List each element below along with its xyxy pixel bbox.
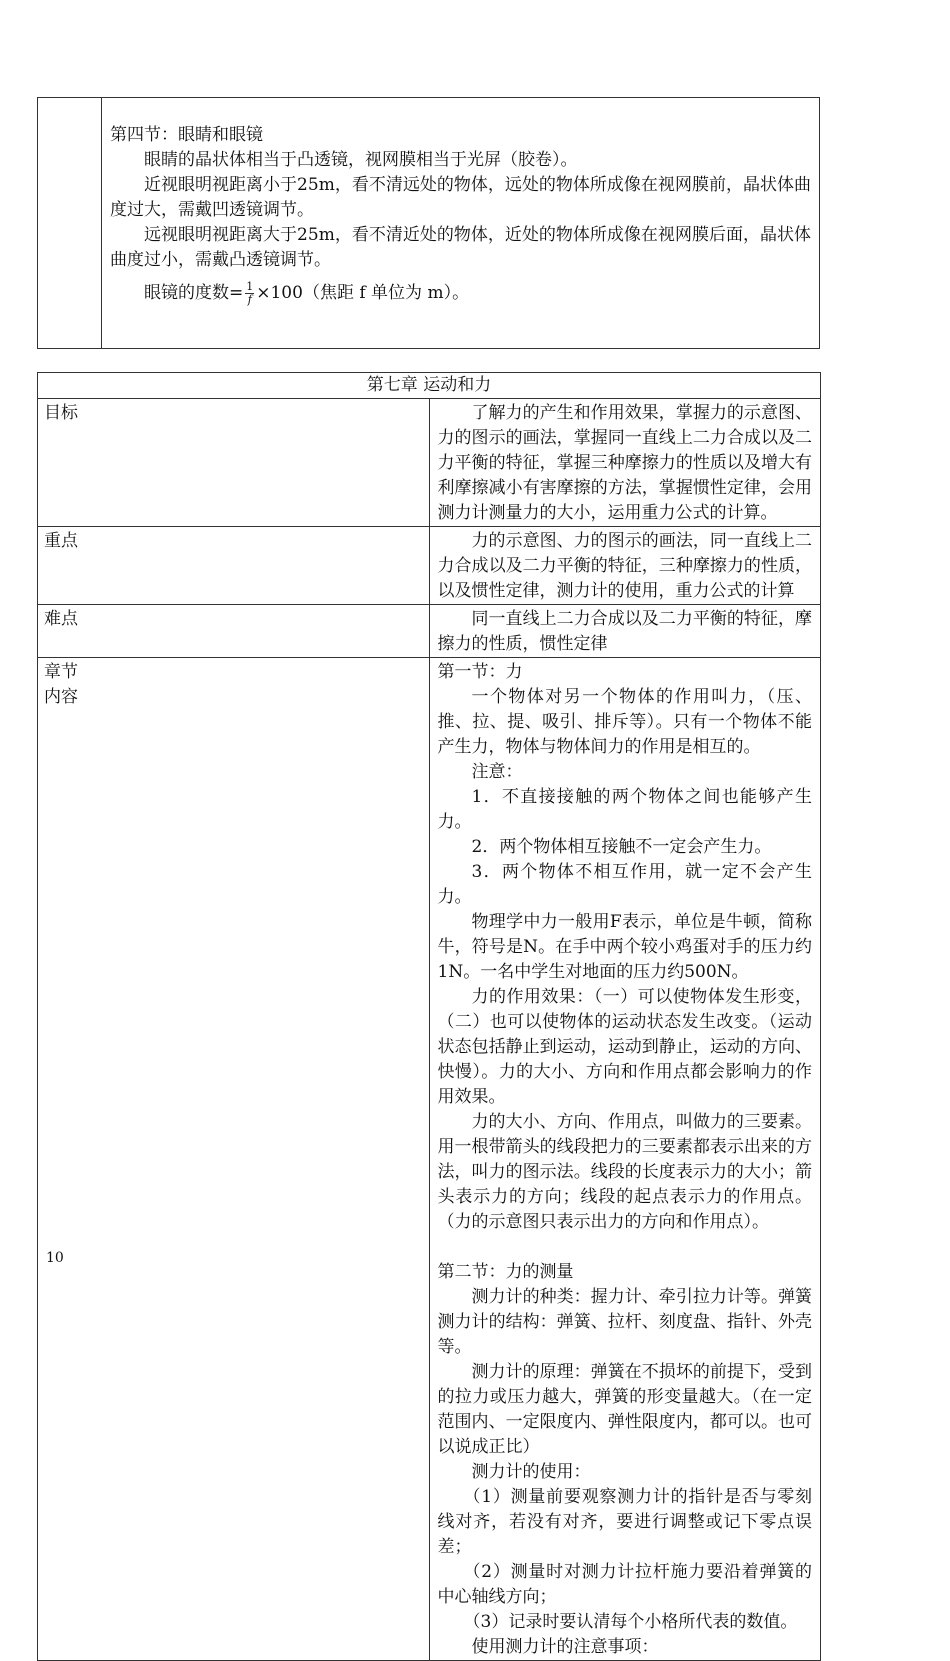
page-number: 10 bbox=[46, 1250, 64, 1266]
chapter-seven-table bbox=[37, 372, 821, 1661]
goal-text: 了解力的产生和作用效果，掌握力的示意图、力的图示的画法，掌握同一直线上二力合成以及二力平衡的特征，掌握三种摩擦力的性质以及增大有利摩擦减小有害摩擦的方法，掌握惯性定律，会用测力计测量力的大小，运用重力公式的计算。 bbox=[429, 399, 821, 527]
list-item: 3．两个物体不相互作用，就一定不会产生力。 bbox=[437, 862, 812, 907]
paragraph: 眼睛的晶状体相当于凸透镜，视网膜相当于光屏（胶卷）。 bbox=[144, 150, 578, 170]
label-cell-empty bbox=[38, 98, 102, 349]
difficulty-label: 难点 bbox=[38, 605, 430, 658]
paragraph: 近视眼明视距离小于25m，看不清远处的物体，远处的物体所成像在视网膜前，晶状体曲度过大，需戴凹透镜调节。 bbox=[110, 175, 811, 220]
difficulty-text: 同一直线上二力合成以及二力平衡的特征，摩擦力的性质，惯性定律 bbox=[429, 605, 821, 658]
paragraph: 物理学中力一般用F表示，单位是牛顿，简称牛，符号是N。在手中两个较小鸡蛋对手的压力约1N。一名中学生对地面的压力约500N。 bbox=[437, 912, 812, 982]
section-title: 第四节：眼睛和眼镜 bbox=[110, 125, 263, 145]
paragraph: 力的大小、方向、作用点，叫做力的三要素。用一根带箭头的线段把力的三要素都表示出来的方法，叫力的图示法。线段的长度表示力的大小；箭头表示力的方向；线段的起点表示力的作用点。（力的示意图只表示出力的方向和作用点）。 bbox=[437, 1112, 812, 1232]
list-item: 1．不直接接触的两个物体之间也能够产生力。 bbox=[437, 787, 812, 832]
key-text: 力的示意图、力的图示的画法，同一直线上二力合成以及二力平衡的特征，三种摩擦力的性质，以及惯性定律，测力计的使用，重力公式的计算 bbox=[429, 527, 821, 605]
paragraph: 测力计的种类：握力计、牵引拉力计等。弹簧测力计的结构：弹簧、拉杆、刻度盘、指针、外壳等。 bbox=[437, 1287, 812, 1357]
paragraph: 远视眼明视距离大于25m，看不清近处的物体，近处的物体所成像在视网膜后面，晶状体曲度过小，需戴凸透镜调节。 bbox=[110, 225, 811, 270]
section-title: 第二节：力的测量 bbox=[437, 1262, 574, 1282]
list-item: （2）测量时对测力计拉杆施力要沿着弹簧的中心轴线方向； bbox=[437, 1562, 812, 1607]
section-four-table bbox=[37, 97, 820, 349]
list-item: （3）记录时要认清每个小格所代表的数值。 bbox=[463, 1612, 798, 1632]
lens-power-formula: 眼镜的度数= $\frac{1}{f}$ ×100（焦距 f 单位为 m）。 bbox=[144, 280, 470, 306]
key-label: 重点 bbox=[38, 527, 430, 605]
paragraph: 测力计的使用： bbox=[471, 1462, 591, 1482]
paragraph: 力的作用效果：（一）可以使物体发生形变，（二）也可以使物体的运动状态发生改变。（运动状态包括静止到运动，运动到静止，运动的方向、快慢）。力的大小、方向和作用点都会影响力的作用效果。 bbox=[437, 987, 812, 1107]
goal-label: 目标 bbox=[38, 399, 430, 527]
paragraph: 一个物体对另一个物体的作用叫力，（压、推、拉、提、吸引、排斥等）。只有一个物体不能产生力，物体与物体间力的作用是相互的。 bbox=[437, 687, 812, 757]
fraction: $\frac{1}{f}$ bbox=[246, 280, 254, 306]
content-label: 章节 内容 bbox=[38, 658, 430, 1661]
section-title: 第一节：力 bbox=[437, 662, 523, 682]
list-item: 2．两个物体相互接触不一定会产生力。 bbox=[471, 837, 772, 857]
chapter-content bbox=[429, 658, 821, 1661]
content-cell bbox=[102, 98, 820, 349]
paragraph: 使用测力计的注意事项： bbox=[471, 1637, 659, 1657]
paragraph: 测力计的原理：弹簧在不损坏的前提下，受到的拉力或压力越大，弹簧的形变量越大。（在一定范围内、一定限度内、弹性限度内，都可以。也可以说成正比） bbox=[437, 1362, 812, 1457]
note-label: 注意： bbox=[471, 762, 523, 782]
list-item: （1）测量前要观察测力计的指针是否与零刻线对齐，若没有对齐，要进行调整或记下零点误差； bbox=[437, 1487, 812, 1557]
chapter-title: 第七章 运动和力 bbox=[38, 373, 821, 399]
